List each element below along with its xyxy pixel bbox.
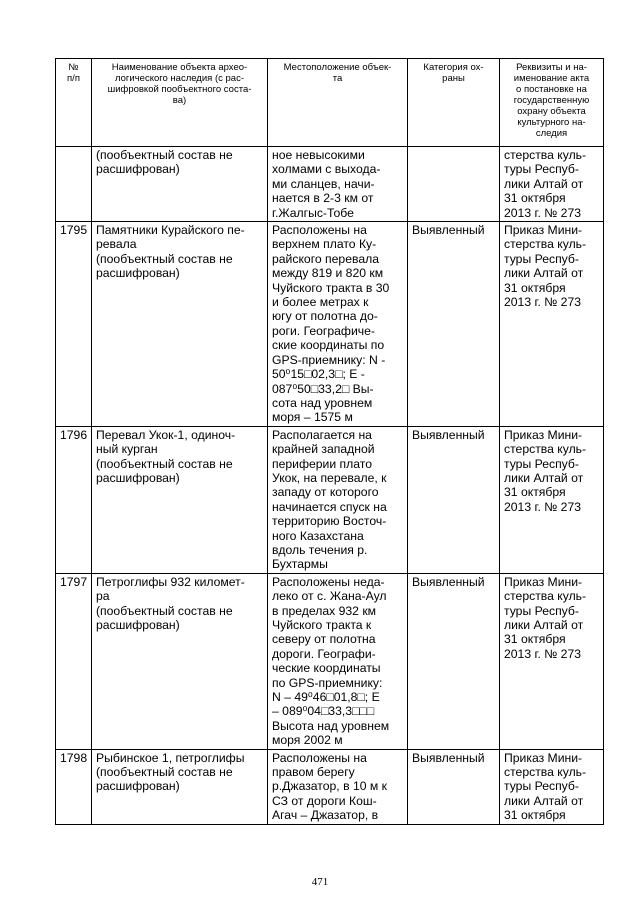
location-cell-line: крайней западной [272, 442, 375, 457]
location-cell-line: р.Джазатор, в 10 м к [272, 779, 387, 794]
location-cell-line: ми сланцев, начи- [272, 176, 375, 191]
requisites-cell-line: Приказ Мини- [504, 750, 583, 765]
requisites-cell-line: Приказ Мини- [504, 223, 583, 238]
requisites-cell-line: лики Алтай от [504, 618, 584, 632]
location-cell-line: сота над уровнем [272, 395, 373, 410]
requisites-cell-line: стерства куль- [504, 765, 587, 780]
object-name-cell-line: Памятники Курайского пе- [96, 223, 245, 238]
location-cell-line: Бухтармы [272, 557, 328, 572]
location-cell-line: ские координаты по [272, 338, 385, 353]
location-cell [268, 147, 408, 222]
row-number: 1795 [56, 222, 92, 427]
requisites-cell-line: 2013 г. № 273 [504, 499, 582, 514]
location-cell-line: территорию Восточ- [272, 514, 387, 529]
location-cell-line: Располагается на [272, 427, 372, 442]
object-name-cell-line: Петроглифы 932 километ- [96, 574, 245, 589]
location-cell-line: в пределах 932 км [272, 603, 377, 618]
requisites-cell-line: 31 октября [504, 485, 566, 500]
object-name-cell [92, 147, 268, 222]
object-name-cell-line: (пообъектный состав не [96, 148, 233, 162]
object-name-cell-line: расшифрован) [96, 618, 180, 632]
requisites-cell-line: Приказ Мини- [504, 427, 583, 442]
object-name-cell-line: расшифрован) [96, 470, 180, 485]
requisites-cell-line: лики Алтай от [504, 266, 584, 281]
location-cell-line: северу от полотна [272, 632, 376, 647]
location-cell-line: западу от которого [272, 485, 379, 500]
location-cell-line: – 089⁰04□33,3□□□ [272, 704, 375, 719]
object-name-cell-line: Рыбинское 1, петроглифы [96, 750, 245, 765]
object-name-cell-line: (пообъектный состав не [96, 765, 233, 780]
category-cell: Выявленный [408, 749, 500, 824]
location-cell-line: и более метрах к [272, 295, 369, 310]
requisites-cell-line: 2013 г. № 273 [504, 646, 582, 661]
requisites-cell-line: 31 октября [504, 191, 566, 206]
requisites-cell-line: 2013 г. № 273 [504, 205, 582, 220]
location-cell-line: по GPS-приемнику: [272, 675, 383, 690]
requisites-cell-line: стерства куль- [504, 148, 587, 162]
location-cell-line: 50⁰15□02,3□; E - [272, 367, 365, 382]
table-row [56, 222, 604, 427]
location-cell-line: леко от с. Жана-Аул [272, 589, 387, 604]
object-name-cell-line: ра [96, 589, 110, 604]
location-cell-line: СЗ от дороги Кош- [272, 793, 377, 808]
location-cell-line: ное невысокими [272, 148, 365, 162]
object-name-cell-line: (пообъектный состав не [96, 251, 233, 266]
requisites-cell-line: туры Респуб- [504, 456, 579, 471]
requisites-cell-line: 31 октября [504, 280, 566, 295]
requisites-cell-line: лики Алтай от [504, 793, 584, 808]
location-cell [268, 426, 408, 573]
table-row [56, 573, 604, 749]
requisites-cell-line: 31 октября [504, 632, 566, 647]
category-cell: Выявленный [408, 222, 500, 427]
table-row [56, 749, 604, 824]
requisites-cell-line: туры Респуб- [504, 162, 579, 177]
object-name-cell-line: (пообъектный состав не [96, 603, 233, 618]
requisites-cell [500, 147, 604, 222]
object-name-cell [92, 222, 268, 427]
requisites-cell [500, 426, 604, 573]
header-requisites: Реквизиты и на- именование акта о постановке на государственную охрану объекта культурного на- следия [500, 59, 604, 147]
requisites-cell [500, 749, 604, 824]
location-cell-line: холмами с выхода- [272, 162, 381, 177]
object-name-cell [92, 573, 268, 749]
location-cell-line: Укок, на перевале, к [272, 470, 387, 485]
object-name-cell-line: расшифрован) [96, 162, 180, 177]
object-name-cell-line: (пообъектный состав не [96, 456, 233, 471]
header-object-name: Наименование объекта архео- логического наследия (с рас- шифровкой пообъектного соста- ва) [92, 59, 268, 147]
category-cell: Выявленный [408, 573, 500, 749]
location-cell-line: райского перевала [272, 251, 379, 266]
row-number: 1796 [56, 426, 92, 573]
table-header-row [56, 59, 604, 147]
requisites-cell-line: стерства куль- [504, 237, 587, 252]
object-name-cell [92, 749, 268, 824]
location-cell [268, 573, 408, 749]
object-name-cell-line: Перевал Укок-1, одиноч- [96, 427, 236, 442]
location-cell-line: между 819 и 820 км [272, 266, 384, 281]
location-cell-line: ного Казахстана [272, 528, 364, 543]
requisites-cell-line: стерства куль- [504, 442, 587, 457]
location-cell-line: Агач – Джазатор, в [272, 808, 379, 823]
location-cell-line: периферии плато [272, 456, 372, 471]
location-cell-line: роги. Географиче- [272, 323, 375, 338]
object-name-cell-line: ный курган [96, 442, 158, 457]
location-cell-line: г.Жалгыс-Тобе [272, 205, 354, 220]
table-row [56, 147, 604, 222]
location-cell [268, 749, 408, 824]
header-location: Местоположение объек- та [268, 59, 408, 147]
category-cell [408, 147, 500, 222]
row-number: 1798 [56, 749, 92, 824]
requisites-cell-line: 2013 г. № 273 [504, 295, 582, 310]
heritage-register-table [55, 58, 604, 825]
location-cell-line: моря – 1575 м [272, 410, 353, 425]
location-cell-line: верхнем плато Ку- [272, 237, 377, 252]
object-name-cell [92, 426, 268, 573]
requisites-cell-line: стерства куль- [504, 589, 587, 604]
location-cell-line: нается в 2-3 км от [272, 191, 374, 206]
location-cell-line: Расположены неда- [272, 574, 385, 589]
location-cell [268, 222, 408, 427]
location-cell-line: Расположены на [272, 223, 367, 238]
requisites-cell-line: 31 октября [504, 808, 566, 823]
location-cell-line: югу от полотна до- [272, 309, 378, 324]
requisites-cell [500, 573, 604, 749]
location-cell-line: ческие координаты [272, 661, 381, 676]
requisites-cell-line: туры Респуб- [504, 603, 579, 618]
location-cell-line: вдоль течения р. [272, 542, 368, 557]
requisites-cell-line: туры Респуб- [504, 251, 579, 266]
requisites-cell-line: лики Алтай от [504, 470, 584, 485]
requisites-cell-line: Приказ Мини- [504, 574, 583, 589]
location-cell-line: Чуйского тракта в 30 [272, 280, 390, 295]
row-number: 1797 [56, 573, 92, 749]
location-cell-line: Чуйского тракта к [272, 618, 372, 632]
location-cell-line: GPS-приемнику: N - [272, 352, 386, 367]
location-cell-line: Расположены на [272, 750, 367, 765]
location-cell-line: Высота над уровнем [272, 718, 390, 733]
object-name-cell-line: расшифрован) [96, 779, 180, 794]
location-cell-line: моря 2002 м [272, 733, 343, 748]
location-cell-line: 087⁰50□33,2□ Вы- [272, 381, 374, 396]
requisites-cell [500, 222, 604, 427]
location-cell-line: N – 49⁰46□01,8□; E [272, 690, 380, 705]
location-cell-line: правом берегу [272, 765, 355, 780]
row-number [56, 147, 92, 222]
table-row [56, 426, 604, 573]
header-number: № п/п [56, 59, 92, 147]
page-number: 471 [311, 876, 329, 888]
category-cell: Выявленный [408, 426, 500, 573]
location-cell-line: дороги. Географи- [272, 646, 376, 661]
object-name-cell-line: расшифрован) [96, 266, 180, 281]
header-category: Категория ох- раны [408, 59, 500, 147]
requisites-cell-line: туры Респуб- [504, 779, 579, 794]
object-name-cell-line: ревала [96, 237, 137, 252]
location-cell-line: начинается спуск на [272, 499, 387, 514]
requisites-cell-line: лики Алтай от [504, 176, 584, 191]
